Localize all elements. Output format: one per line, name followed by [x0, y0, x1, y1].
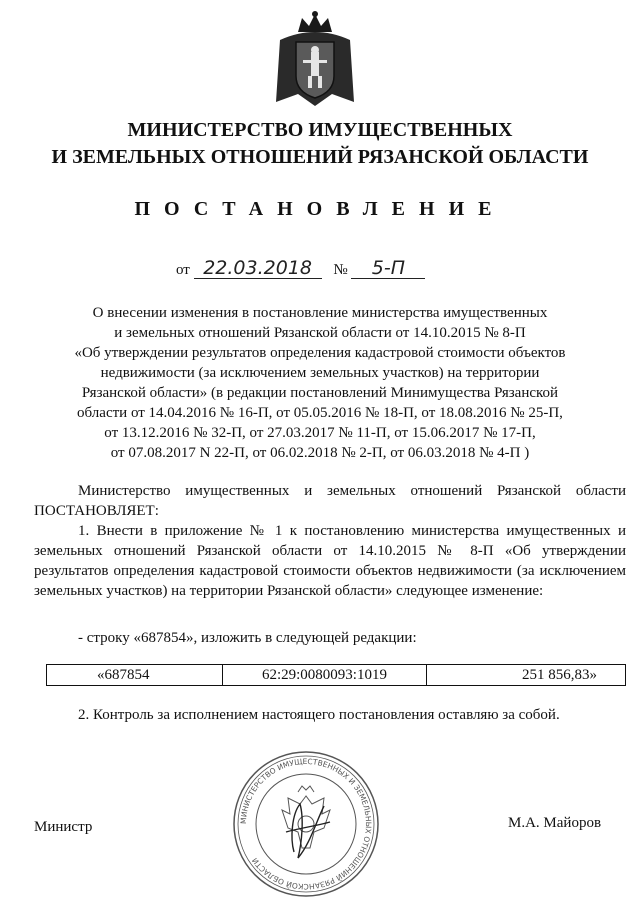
item-1-paragraph: 1. Внести в приложение № 1 к постановлению министерства имущественных и земельных отношений Рязанской области от 14.10.2015 № 8-П «Об утверждении результатов определения кадастровой стоимости объектов недвижимости (за исключением земельных участков) на территории Рязанской области» следующее изменение:: [34, 523, 626, 599]
row-instruction: - строку «687854», изложить в следующей редакции:: [78, 630, 417, 646]
table-cell-value: 251 856,83»: [426, 665, 626, 686]
table-cell-cadastral-number: 62:29:0080093:1019: [223, 665, 426, 686]
signatory-name: М.А. Майоров: [508, 815, 602, 831]
coat-of-arms-icon: [272, 10, 358, 110]
title-line: недвижимости (за исключением земельных участков) на территории: [100, 365, 540, 381]
title-line: области от 14.04.2016 № 16-П, от 05.05.2016 № 18-П, от 18.08.2016 № 25-П,: [77, 405, 563, 421]
title-line: «Об утверждении результатов определения кадастровой стоимости объектов: [74, 345, 566, 361]
date-prefix: от: [176, 262, 190, 278]
dateline: [176, 258, 425, 279]
title-line: от 13.12.2016 № 32-П, от 27.03.2017 № 11-П, от 15.06.2017 № 17-П,: [104, 425, 536, 441]
intro-paragraph: Министерство имущественных и земельных отношений Рязанской области ПОСТАНОВЛЯЕТ:: [34, 483, 626, 519]
cadastral-table: [46, 664, 626, 686]
document-number: 5-П: [351, 258, 425, 279]
document-type: ПОСТАНОВЛЕНИЕ: [134, 198, 506, 220]
seal-text: МИНИСТЕРСТВО ИМУЩЕСТВЕННЫХ И ЗЕМЕЛЬНЫХ ОТНОШЕНИЙ РЯЗАНСКОЙ ОБЛАСТИ: [238, 756, 374, 892]
title-block: [50, 303, 590, 463]
signatory-position: Министр: [34, 819, 93, 835]
official-seal-icon: [230, 748, 382, 900]
ministry-name-line-1: МИНИСТЕРСТВО ИМУЩЕСТВЕННЫХ: [127, 119, 513, 141]
table-cell-id: «687854: [47, 665, 223, 686]
title-line: от 07.08.2017 N 22-П, от 06.02.2018 № 2-П, от 06.03.2018 № 4-П ): [110, 445, 530, 461]
item-2-paragraph: 2. Контроль за исполнением настоящего постановления оставляю за собой.: [78, 707, 560, 723]
table-row: [47, 665, 626, 686]
title-line: Рязанской области» (в редакции постановлений Минимущества Рязанской: [81, 385, 559, 401]
title-line: О внесении изменения в постановление министерства имущественных: [92, 305, 548, 321]
ministry-name-line-2: И ЗЕМЕЛЬНЫХ ОТНОШЕНИЙ РЯЗАНСКОЙ ОБЛАСТИ: [51, 146, 589, 168]
title-line: и земельных отношений Рязанской области от 14.10.2015 № 8-П: [114, 325, 526, 341]
document-date: 22.03.2018: [194, 258, 322, 279]
number-sign: №: [333, 262, 348, 278]
